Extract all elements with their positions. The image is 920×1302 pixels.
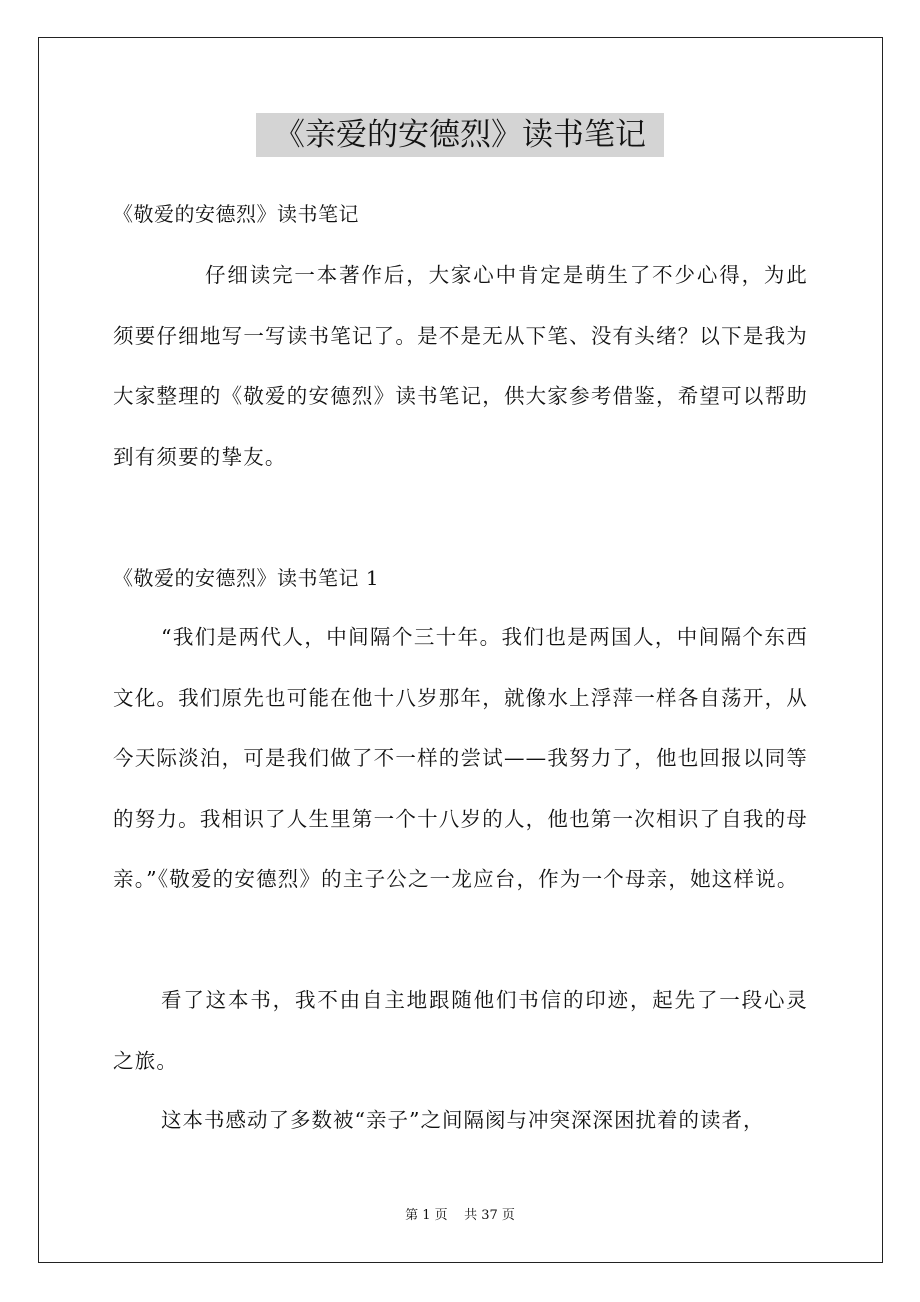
page-footer: 第 1 页 共 37 页	[405, 1208, 515, 1223]
body-paragraph: 这本书感动了多数被“亲子”之间隔阂与冲突深深困扰着的读者，	[161, 1108, 765, 1132]
body-paragraph: “我们是两代人，中间隔个三十年。我们也是两国人，中间隔个东西文化。我们原先也可能在他十八岁那年，就像水上浮萍一样各自荡开，从今天际淡泊，可是我们做了不一样的尝试——我努力了，他也回报以同等的努力。我相识了人生里第一个十八岁的人，他也第一次相识了自我的母亲。”《敬爱的安德烈》的主子公之一龙应台，作为一个母亲，她这样说。	[113, 625, 808, 891]
body-paragraph: 看了这本书，我不由自主地跟随他们书信的印迹，起先了一段心灵之旅。	[113, 988, 808, 1073]
intro-paragraph: 仔细读完一本著作后，大家心中肯定是萌生了不少心得，为此须要仔细地写一写读书笔记了。是不是无从下笔、没有头绪？以下是我为大家整理的《敬爱的安德烈》读书笔记，供大家参考借鉴，希望可以帮助到有须要的挚友。	[113, 263, 808, 469]
document-subtitle: 《敬爱的安德烈》读书笔记	[113, 202, 359, 226]
document-title: 《亲爱的安德烈》读书笔记	[256, 113, 664, 157]
section-heading: 《敬爱的安德烈》读书笔记 1	[113, 566, 380, 590]
